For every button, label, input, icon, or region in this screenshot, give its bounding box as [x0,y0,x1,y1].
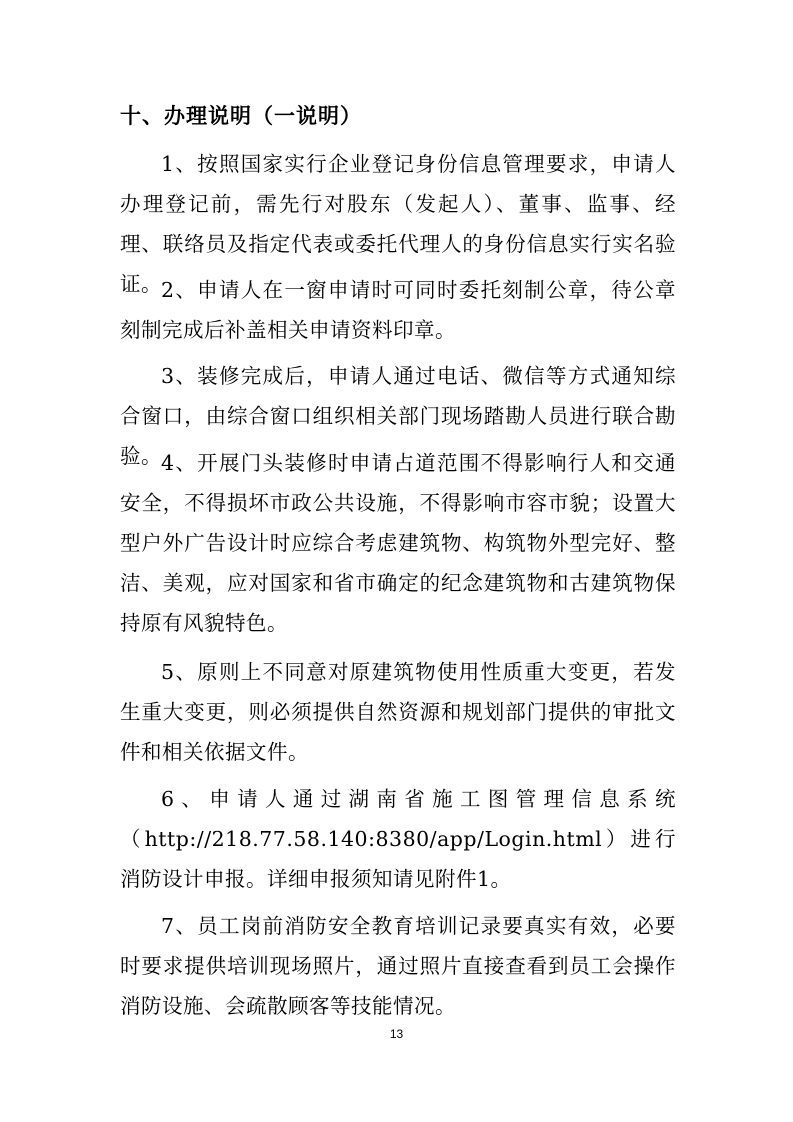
paragraph-7: 7、员工岗前消防安全教育培训记录要真实有效，必要时要求提供培训现场照片，通过照片直接查看到员工会操作消防设施、会疏散顾客等技能情况。 [120,914,676,1018]
paragraph-3: 3、装修完成后，申请人通过电话、微信等方式通知综合窗口，由综合窗口组织相关部门现场踏勘人员进行联合勘验。 [120,364,676,468]
page-number: 13 [389,1027,404,1041]
paragraph-5: 5、原则上不同意对原建筑物使用性质重大变更，若发生重大变更，则必须提供自然资源和规划部门提供的审批文件和相关依据文件。 [120,660,676,764]
section-heading: 十、办理说明（一说明） [120,104,362,128]
paragraph-2: 2、申请人在一窗申请时可同时委托刻制公章，待公章刻制完成后补盖相关申请资料印章。 [120,278,676,342]
paragraph-6: 6、申请人通过湖南省施工图管理信息系统（http://218.77.58.140:8380/app/Login.html）进行消防设计申报。详细申报须知请见附件1。 [120,787,676,891]
paragraph-4: 4、开展门头装修时申请占道范围不得影响行人和交通安全，不得损坏市政公共设施，不得影响市容市貌；设置大型户外广告设计时应综合考虑建筑物、构筑物外型完好、整洁、美观，应对国家和省市确定的纪念建筑物和古建筑物保持原有风貌特色。 [120,451,676,635]
paragraph-1: 1、按照国家实行企业登记身份信息管理要求，申请人办理登记前，需先行对股东（发起人）、董事、监事、经理、联络员及指定代表或委托代理人的身份信息实行实名验证。 [120,152,676,296]
